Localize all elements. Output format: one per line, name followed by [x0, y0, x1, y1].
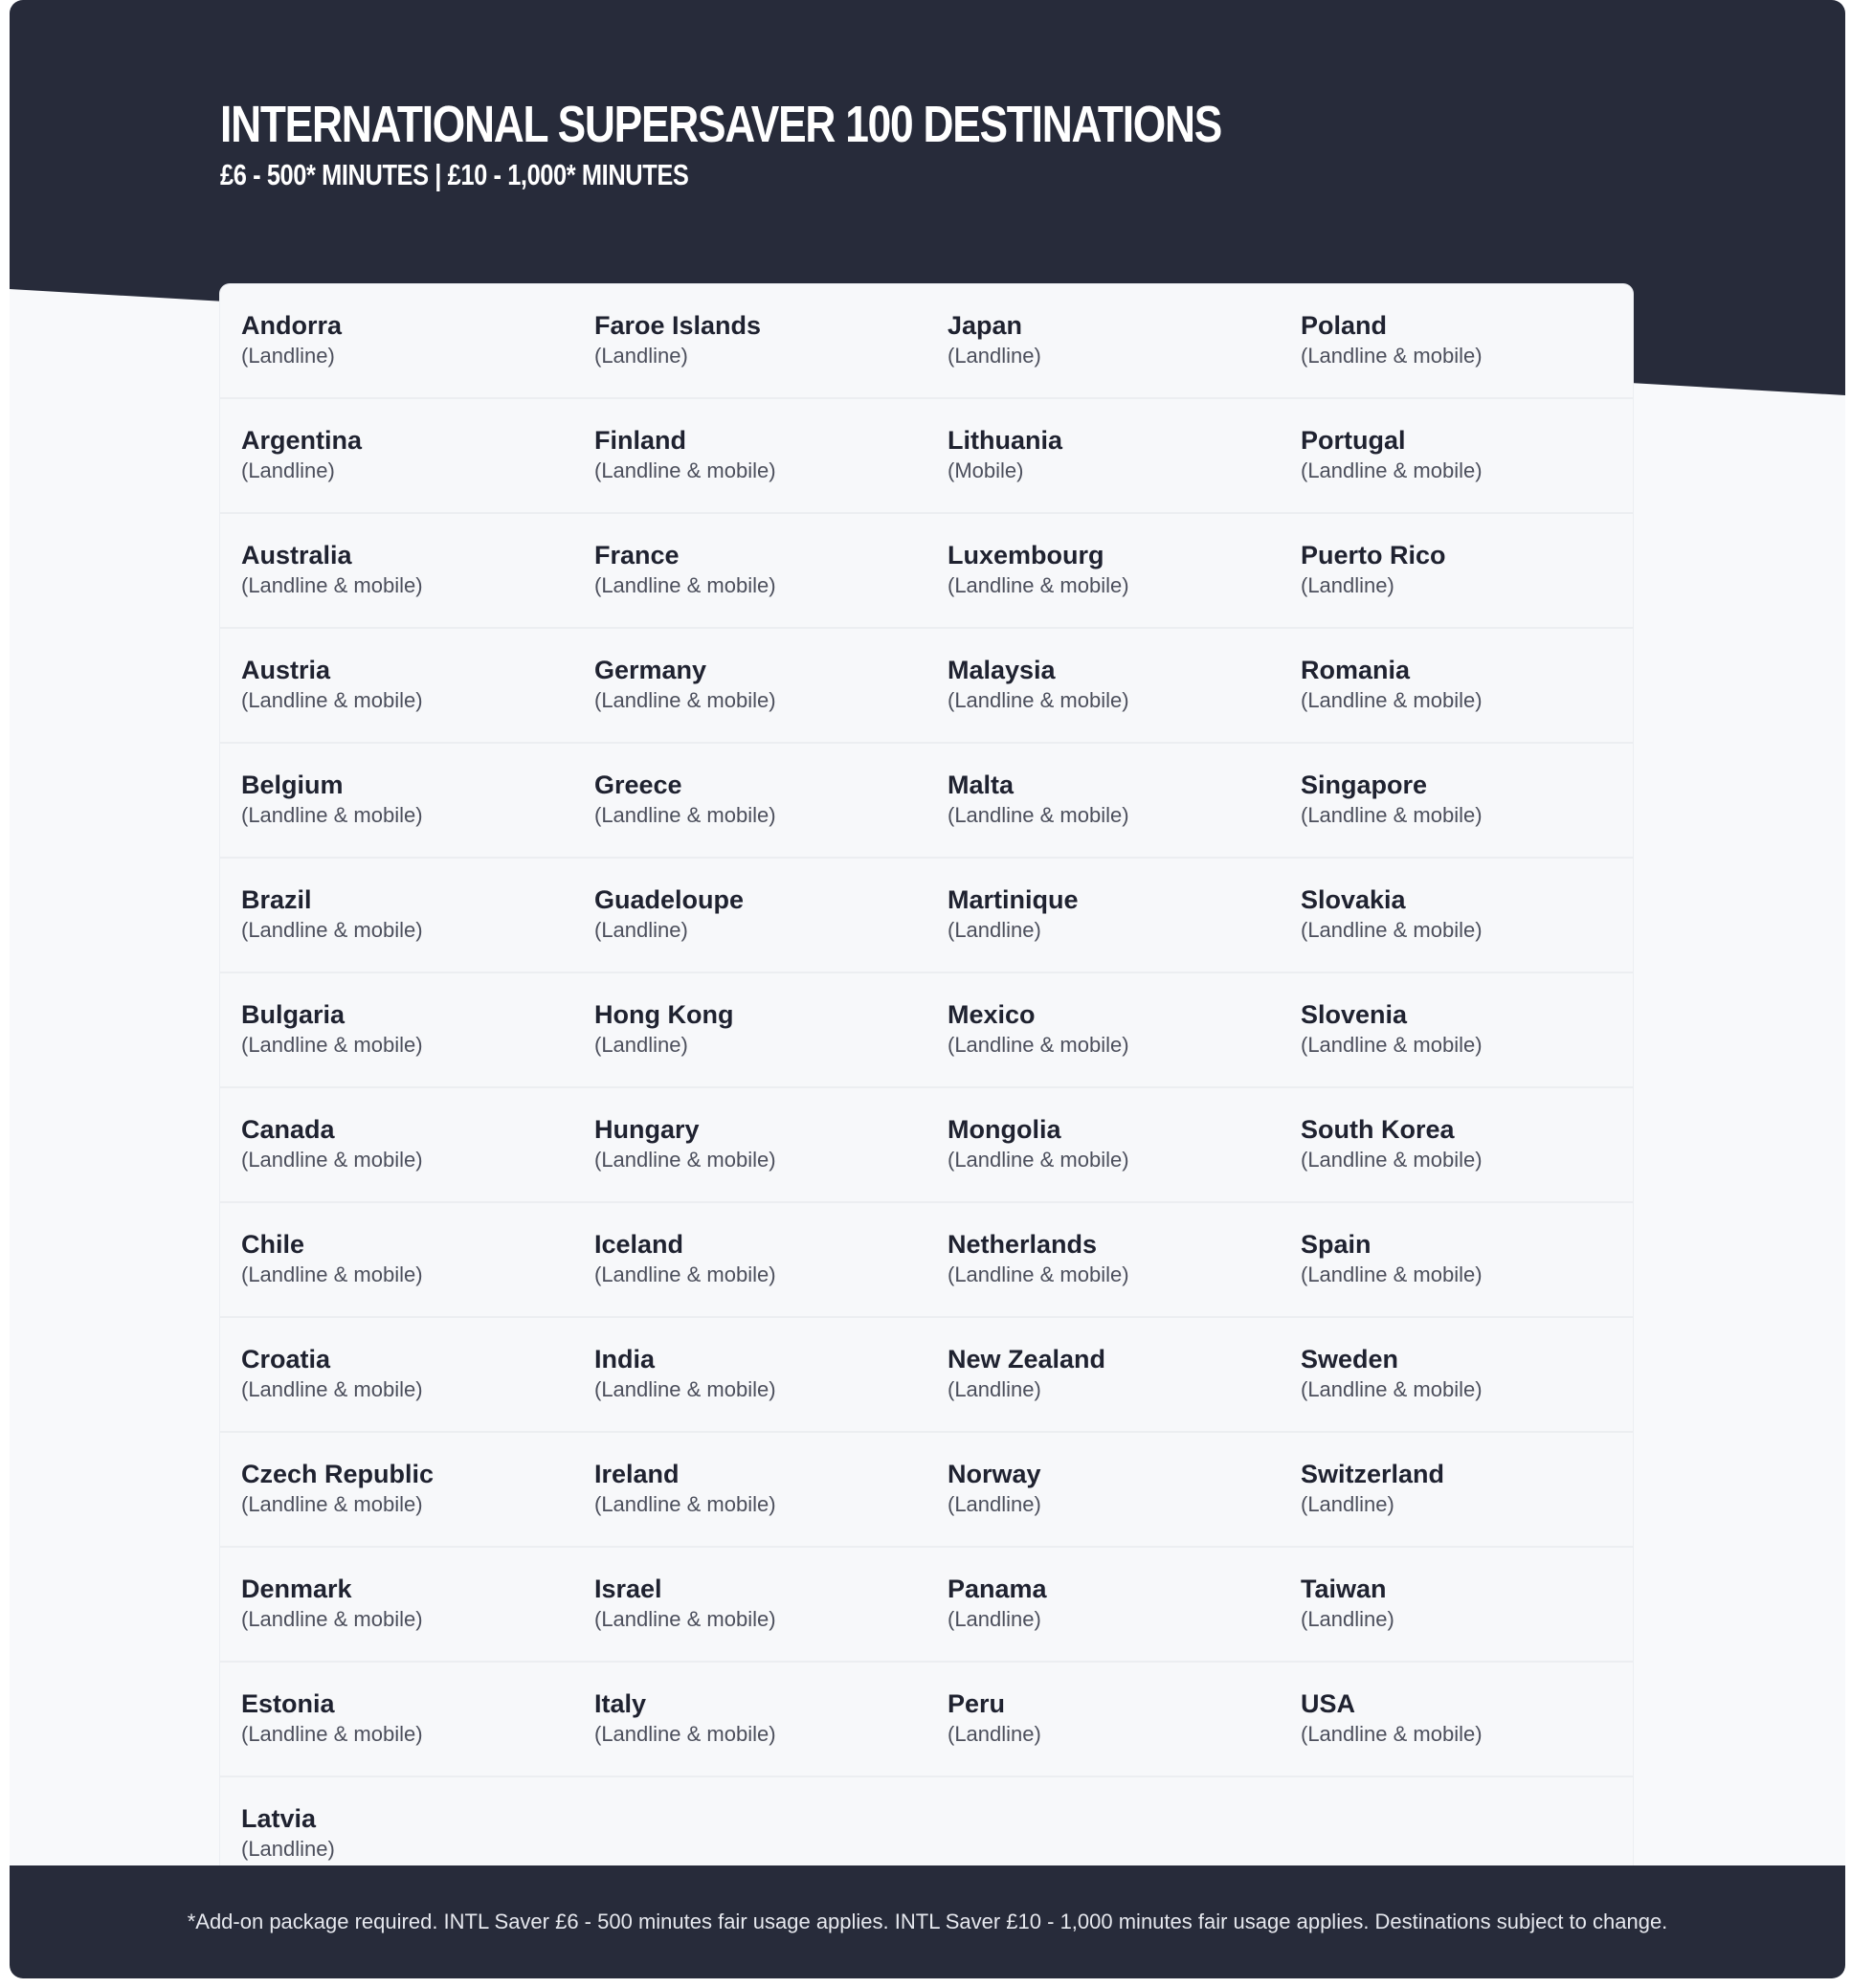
destination-type: (Landline & mobile) — [241, 1607, 423, 1631]
destination-name: Taiwan — [1301, 1575, 1387, 1603]
page-title: INTERNATIONAL SUPERSAVER 100 DESTINATIONS — [220, 96, 1222, 153]
destination-name: Malaysia — [948, 656, 1056, 684]
destination-name: Guadeloupe — [594, 885, 745, 914]
destination-name: Argentina — [241, 426, 363, 455]
destination-type: (Landline & mobile) — [241, 1148, 423, 1172]
table-row — [220, 629, 1633, 744]
destination-type: (Landline) — [594, 344, 688, 368]
destination-name: Andorra — [241, 311, 343, 340]
destination-cell — [573, 399, 926, 512]
destination-type: (Landline) — [948, 1607, 1041, 1631]
destination-name: Latvia — [241, 1804, 317, 1833]
header — [220, 96, 1441, 193]
destination-type: (Landline & mobile) — [594, 1148, 776, 1172]
destination-name: Italy — [594, 1689, 647, 1718]
destination-cell — [573, 1203, 926, 1316]
destination-type: (Landline & mobile) — [241, 1033, 423, 1057]
destination-type: (Landline & mobile) — [241, 1377, 423, 1401]
destination-type: (Landline) — [948, 344, 1041, 368]
destination-name: Austria — [241, 656, 331, 684]
footer — [10, 1865, 1845, 1978]
destination-name: Faroe Islands — [594, 311, 762, 340]
destination-cell — [926, 1203, 1280, 1316]
destination-name: Norway — [948, 1460, 1041, 1488]
destination-cell — [573, 744, 926, 857]
destination-cell — [926, 744, 1280, 857]
table-row — [220, 1203, 1633, 1318]
destination-cell — [926, 1663, 1280, 1776]
destination-type: (Landline & mobile) — [1301, 344, 1483, 368]
destination-cell — [573, 1433, 926, 1546]
destination-cell — [573, 514, 926, 627]
destination-type: (Landline & mobile) — [1301, 1148, 1483, 1172]
destinations-table — [220, 284, 1633, 1890]
destination-name: South Korea — [1301, 1115, 1455, 1144]
destination-cell — [220, 1318, 573, 1431]
destination-type: (Landline & mobile) — [594, 688, 776, 712]
destination-cell — [220, 1203, 573, 1316]
destination-type: (Landline) — [594, 1033, 688, 1057]
destination-name: Hong Kong — [594, 1000, 734, 1029]
destination-type: (Landline & mobile) — [1301, 918, 1483, 942]
destination-cell — [926, 284, 1280, 397]
destination-name: Germany — [594, 656, 707, 684]
destination-name: India — [594, 1345, 656, 1374]
destination-name: Japan — [948, 311, 1023, 340]
destination-name: Belgium — [241, 771, 344, 799]
destination-cell — [1280, 744, 1633, 857]
destination-type: (Landline) — [948, 1722, 1041, 1746]
destination-name: Poland — [1301, 311, 1388, 340]
destination-cell — [1280, 399, 1633, 512]
destination-type: (Landline & mobile) — [948, 1148, 1129, 1172]
destination-type: (Landline & mobile) — [1301, 1262, 1483, 1286]
table-row — [220, 1663, 1633, 1777]
destination-name: Luxembourg — [948, 541, 1104, 570]
destination-name: Puerto Rico — [1301, 541, 1446, 570]
destination-cell — [220, 973, 573, 1086]
destination-cell — [926, 973, 1280, 1086]
destination-name: Ireland — [594, 1460, 680, 1488]
destination-name: Hungary — [594, 1115, 700, 1144]
destination-type: (Landline & mobile) — [1301, 458, 1483, 482]
destination-type: (Landline & mobile) — [594, 803, 776, 827]
destination-name: USA — [1301, 1689, 1356, 1718]
destination-name: Estonia — [241, 1689, 335, 1718]
destination-type: (Landline) — [1301, 1607, 1394, 1631]
destination-cell — [573, 629, 926, 742]
destination-name: Greece — [594, 771, 682, 799]
destination-name: Lithuania — [948, 426, 1062, 455]
destination-cell — [1280, 1663, 1633, 1776]
destination-name: Israel — [594, 1575, 662, 1603]
destination-name: Mexico — [948, 1000, 1036, 1029]
destination-cell — [926, 399, 1280, 512]
destination-name: Portugal — [1301, 426, 1406, 455]
destination-name: Peru — [948, 1689, 1006, 1718]
destination-name: New Zealand — [948, 1345, 1106, 1374]
table-row — [220, 1548, 1633, 1663]
destination-cell — [573, 859, 926, 972]
destination-cell — [1280, 1203, 1633, 1316]
destination-type: (Landline & mobile) — [1301, 688, 1483, 712]
destination-name: Croatia — [241, 1345, 331, 1374]
destination-type: (Landline & mobile) — [241, 1492, 423, 1516]
table-row — [220, 514, 1633, 629]
destination-type: (Landline) — [1301, 1492, 1394, 1516]
table-row — [220, 744, 1633, 859]
destination-type: (Landline & mobile) — [594, 458, 776, 482]
destination-cell — [926, 514, 1280, 627]
destination-cell — [220, 859, 573, 972]
destination-cell — [220, 629, 573, 742]
destination-name: Slovakia — [1301, 885, 1406, 914]
destination-type: (Landline & mobile) — [594, 1492, 776, 1516]
destination-type: (Landline & mobile) — [1301, 1722, 1483, 1746]
destination-cell — [220, 1548, 573, 1661]
destination-name: Finland — [594, 426, 686, 455]
destination-cell — [573, 1318, 926, 1431]
destination-cell — [220, 399, 573, 512]
destination-cell — [926, 629, 1280, 742]
destination-type: (Landline) — [241, 344, 335, 368]
destination-cell — [926, 1548, 1280, 1661]
destination-type: (Landline) — [948, 1492, 1041, 1516]
destination-cell — [1280, 1088, 1633, 1201]
destination-cell — [220, 514, 573, 627]
destination-type: (Landline & mobile) — [594, 1262, 776, 1286]
destination-type: (Landline & mobile) — [1301, 1033, 1483, 1057]
destination-cell — [220, 1663, 573, 1776]
destination-name: Slovenia — [1301, 1000, 1408, 1029]
destination-type: (Landline) — [241, 458, 335, 482]
destination-name: Iceland — [594, 1230, 684, 1259]
destination-type: (Landline & mobile) — [1301, 1377, 1483, 1401]
destination-cell — [926, 1088, 1280, 1201]
destination-cell — [1280, 514, 1633, 627]
destination-name: Australia — [241, 541, 352, 570]
destination-cell — [220, 284, 573, 397]
destination-cell — [1280, 859, 1633, 972]
destination-type: (Landline & mobile) — [594, 573, 776, 597]
table-row — [220, 284, 1633, 399]
destination-type: (Landline & mobile) — [594, 1722, 776, 1746]
destination-name: Panama — [948, 1575, 1047, 1603]
destination-type: (Landline & mobile) — [241, 573, 423, 597]
page-subtitle: £6 - 500* MINUTES | £10 - 1,000* MINUTES — [220, 158, 689, 191]
destination-name: Singapore — [1301, 771, 1428, 799]
destination-name: Switzerland — [1301, 1460, 1445, 1488]
destination-cell — [1280, 1318, 1633, 1431]
destination-cell — [573, 1663, 926, 1776]
destinations-card — [10, 0, 1845, 1978]
destination-type: (Landline & mobile) — [594, 1607, 776, 1631]
destination-type: (Landline) — [948, 1377, 1041, 1401]
destination-cell — [220, 744, 573, 857]
table-row — [220, 973, 1633, 1088]
destination-name: Martinique — [948, 885, 1079, 914]
destination-cell — [573, 973, 926, 1086]
destination-type: (Landline & mobile) — [241, 1262, 423, 1286]
destination-name: Denmark — [241, 1575, 352, 1603]
destination-cell — [926, 1433, 1280, 1546]
destination-name: Brazil — [241, 885, 312, 914]
destination-type: (Landline & mobile) — [948, 688, 1129, 712]
table-row — [220, 859, 1633, 973]
destination-type: (Landline & mobile) — [948, 803, 1129, 827]
destination-type: (Landline & mobile) — [948, 573, 1129, 597]
destination-cell — [573, 1548, 926, 1661]
destination-type: (Landline & mobile) — [594, 1377, 776, 1401]
destination-cell — [1280, 973, 1633, 1086]
destination-type: (Landline) — [1301, 573, 1394, 597]
destination-name: Spain — [1301, 1230, 1372, 1259]
destination-cell — [220, 1088, 573, 1201]
table-row — [220, 399, 1633, 514]
destination-type: (Landline & mobile) — [241, 918, 423, 942]
destination-type: (Landline & mobile) — [241, 688, 423, 712]
destination-cell — [1280, 284, 1633, 397]
destination-name: France — [594, 541, 680, 570]
destination-type: (Landline & mobile) — [948, 1033, 1129, 1057]
destination-name: Canada — [241, 1115, 335, 1144]
destination-cell — [1280, 1548, 1633, 1661]
destination-cell — [573, 284, 926, 397]
destination-name: Netherlands — [948, 1230, 1098, 1259]
destination-type: (Landline & mobile) — [241, 803, 423, 827]
table-row — [220, 1088, 1633, 1203]
destination-name: Mongolia — [948, 1115, 1061, 1144]
destination-type: (Mobile) — [948, 458, 1024, 482]
destination-name: Sweden — [1301, 1345, 1399, 1374]
destination-cell — [220, 1433, 573, 1546]
destination-cell — [573, 1088, 926, 1201]
destination-cell — [926, 1318, 1280, 1431]
destination-name: Malta — [948, 771, 1015, 799]
destination-name: Romania — [1301, 656, 1411, 684]
destination-name: Bulgaria — [241, 1000, 346, 1029]
footer-note: *Add-on package required. INTL Saver £6 - 500 minutes fair usage applies. INTL Saver £10 - 1,000 minutes fair usage applies. Destinations subject to change. — [187, 1910, 1668, 1933]
destination-type: (Landline) — [594, 918, 688, 942]
destination-type: (Landline & mobile) — [948, 1262, 1129, 1286]
destination-type: (Landline) — [948, 918, 1041, 942]
table-row — [220, 1433, 1633, 1548]
destination-cell — [926, 859, 1280, 972]
destination-name: Czech Republic — [241, 1460, 435, 1488]
destination-name: Chile — [241, 1230, 305, 1259]
destination-cell — [1280, 1433, 1633, 1546]
destination-type: (Landline) — [241, 1837, 335, 1861]
table-row — [220, 1318, 1633, 1433]
destination-type: (Landline & mobile) — [1301, 803, 1483, 827]
destination-type: (Landline & mobile) — [241, 1722, 423, 1746]
destination-cell — [1280, 629, 1633, 742]
